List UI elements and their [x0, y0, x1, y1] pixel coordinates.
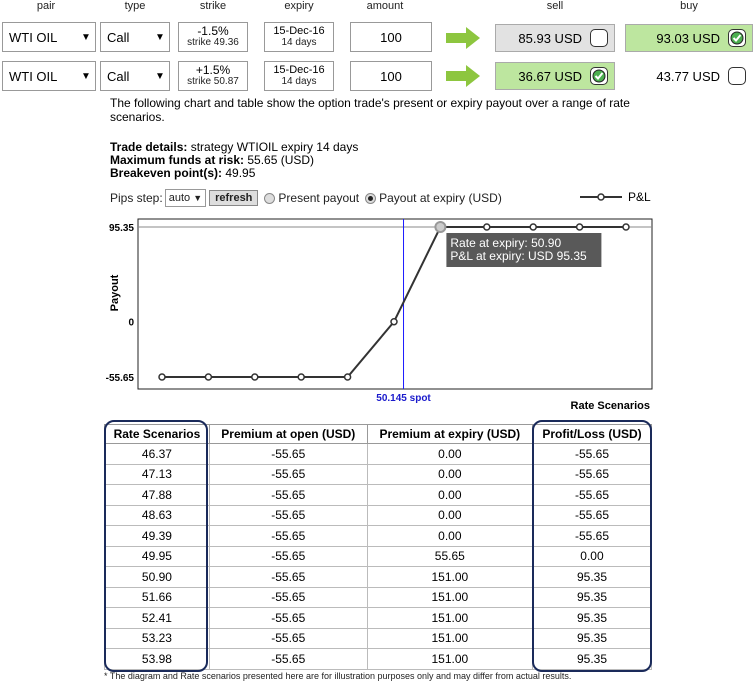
table-cell: -55.65	[209, 649, 367, 670]
expiry-cell-1[interactable]	[264, 22, 334, 52]
table-cell: 0.00	[367, 485, 532, 506]
refresh-button[interactable]: refresh	[209, 190, 258, 206]
x-axis-label: Rate Scenarios	[570, 400, 650, 412]
buy-price-label: 43.77 USD	[656, 68, 720, 84]
header-sell: sell	[546, 0, 564, 12]
data-point[interactable]	[391, 319, 397, 325]
strike-cell-1[interactable]	[178, 22, 248, 52]
y-tick-label: -55.65	[105, 373, 134, 384]
table-cell: 51.66	[105, 587, 210, 608]
pips-step-value: auto	[168, 192, 191, 204]
max-funds-label: Maximum funds at risk:	[110, 153, 245, 167]
column-header: Premium at expiry (USD)	[367, 425, 532, 444]
table-cell: 0.00	[532, 546, 651, 567]
amount-input-2[interactable]: 100	[350, 61, 432, 91]
type-label: Call	[107, 68, 130, 84]
dropdown-arrow-icon: ▼	[155, 31, 165, 43]
breakeven-value: 49.95	[222, 166, 256, 180]
table-row	[105, 485, 652, 506]
pair-select-2[interactable]	[2, 61, 96, 91]
header-expiry: expiry	[284, 0, 314, 12]
header-type: type	[124, 0, 146, 12]
data-point[interactable]	[435, 222, 445, 232]
data-point[interactable]	[577, 224, 583, 230]
sell-price-1[interactable]	[495, 24, 615, 52]
table-cell: -55.65	[209, 628, 367, 649]
unchecked-box-icon[interactable]	[590, 29, 608, 47]
dropdown-arrow-icon: ▼	[81, 31, 91, 43]
table-cell: -55.65	[209, 464, 367, 485]
table-cell: 52.41	[105, 608, 210, 629]
table-cell: 50.90	[105, 567, 210, 588]
table-cell: 49.95	[105, 546, 210, 567]
header-pair: pair	[36, 0, 56, 12]
type-select-2[interactable]	[100, 61, 170, 91]
table-row	[105, 567, 652, 588]
table-cell: 0.00	[367, 464, 532, 485]
spot-label: 50.145 spot	[376, 393, 431, 404]
pips-step-label: Pips step:	[110, 191, 163, 205]
table-cell: 151.00	[367, 649, 532, 670]
data-point[interactable]	[345, 374, 351, 380]
table-row	[105, 587, 652, 608]
table-cell: -55.65	[209, 608, 367, 629]
expiry-payout-label: Payout at expiry (USD)	[379, 191, 502, 205]
table-cell: 53.23	[105, 628, 210, 649]
trade-details	[110, 141, 358, 180]
dropdown-arrow-icon: ▼	[155, 70, 165, 82]
table-cell: 151.00	[367, 628, 532, 649]
go-arrow-icon[interactable]	[446, 65, 482, 87]
unchecked-box-icon[interactable]	[728, 67, 746, 85]
disclaimer-footnote: * The diagram and Rate scenarios presented here are for illustration purposes only and may differ from actual results.	[104, 671, 572, 681]
table-cell: 95.35	[532, 567, 651, 588]
dropdown-arrow-icon: ▼	[81, 70, 91, 82]
strike-value: strike 50.87	[187, 76, 239, 87]
expiry-date: 15-Dec-16	[273, 25, 325, 37]
breakeven-label: Breakeven point(s):	[110, 166, 223, 180]
data-point[interactable]	[159, 374, 165, 380]
table-cell: 95.35	[532, 608, 651, 629]
expiry-date: 15-Dec-16	[273, 64, 325, 76]
table-row	[105, 649, 652, 670]
table-cell: 48.63	[105, 505, 210, 526]
table-cell: -55.65	[209, 526, 367, 547]
expiry-days: 14 days	[281, 76, 317, 87]
expiry-cell-2[interactable]	[264, 61, 334, 91]
sell-price-label: 85.93 USD	[518, 30, 582, 46]
tooltip-text: Rate at expiry: 50.90	[450, 236, 562, 250]
checked-box-icon[interactable]	[590, 67, 608, 85]
table-cell: 49.39	[105, 526, 210, 547]
data-point[interactable]	[252, 374, 258, 380]
table-cell: -55.65	[532, 485, 651, 506]
chart-description: The following chart and table show the option trade's present or expiry payout over a range of rate scenarios.	[110, 96, 630, 124]
y-axis-label: Payout	[109, 274, 121, 312]
table-row	[105, 464, 652, 485]
table-cell: 0.00	[367, 444, 532, 465]
legend	[580, 190, 651, 204]
legend-label: P&L	[628, 190, 651, 204]
table-cell: -55.65	[532, 444, 651, 465]
strike-pct: +1.5%	[195, 63, 231, 77]
buy-price-label: 93.03 USD	[656, 30, 720, 46]
go-arrow-icon[interactable]	[446, 27, 482, 49]
table-row	[105, 608, 652, 629]
trade-details-label: Trade details:	[110, 140, 188, 154]
table-cell: 151.00	[367, 608, 532, 629]
buy-price-1[interactable]	[625, 24, 753, 52]
data-point[interactable]	[623, 224, 629, 230]
data-point[interactable]	[530, 224, 536, 230]
strike-pct: -1.5%	[197, 24, 229, 38]
strike-value: strike 49.36	[187, 37, 239, 48]
pair-label: WTI OIL	[9, 68, 58, 84]
table-cell: -55.65	[532, 526, 651, 547]
table-cell: 47.13	[105, 464, 210, 485]
table-cell: 46.37	[105, 444, 210, 465]
table-cell: 151.00	[367, 567, 532, 588]
header-buy: buy	[680, 0, 698, 12]
table-cell: -55.65	[209, 567, 367, 588]
y-tick-label: 95.35	[108, 223, 134, 234]
table-cell: -55.65	[209, 587, 367, 608]
table-cell: -55.65	[532, 505, 651, 526]
payoff-chart	[100, 185, 656, 415]
max-funds-value: 55.65 (USD)	[244, 153, 315, 167]
data-point[interactable]	[298, 374, 304, 380]
pair-label: WTI OIL	[9, 29, 58, 45]
present-payout-label: Present payout	[278, 191, 360, 205]
type-select-1[interactable]	[100, 22, 170, 52]
column-header: Premium at open (USD)	[209, 425, 367, 444]
tooltip-text: P&L at expiry: USD 95.35	[450, 249, 587, 263]
y-tick-label: 0	[128, 317, 134, 329]
pair-select-1[interactable]	[2, 22, 96, 52]
table-cell: 0.00	[367, 505, 532, 526]
table-row	[105, 628, 652, 649]
table-cell: -55.65	[209, 546, 367, 567]
data-point[interactable]	[205, 374, 211, 380]
expiry-days: 14 days	[281, 37, 317, 48]
table-cell: 151.00	[367, 587, 532, 608]
data-point[interactable]	[484, 224, 490, 230]
table-cell: -55.65	[209, 444, 367, 465]
rate-scenarios-table	[104, 424, 652, 670]
table-row	[105, 505, 652, 526]
table-cell: 95.35	[532, 628, 651, 649]
sell-price-2[interactable]	[495, 62, 615, 90]
header-strike: strike	[199, 0, 227, 12]
table-cell: 47.88	[105, 485, 210, 506]
table-cell: -55.65	[209, 505, 367, 526]
table-row	[105, 526, 652, 547]
table-row	[105, 444, 652, 465]
column-header: Rate Scenarios	[105, 425, 210, 444]
table-cell: 0.00	[367, 526, 532, 547]
sell-price-label: 36.67 USD	[518, 68, 582, 84]
trade-details-value: strategy WTIOIL expiry 14 days	[187, 140, 359, 154]
table-header-row	[105, 425, 652, 444]
checked-box-icon[interactable]	[728, 29, 746, 47]
table-cell: 55.65	[367, 546, 532, 567]
table-cell: -55.65	[209, 485, 367, 506]
dropdown-arrow-icon: ▼	[193, 193, 203, 203]
table-cell: 95.35	[532, 649, 651, 670]
table-cell: 53.98	[105, 649, 210, 670]
table-cell: 95.35	[532, 587, 651, 608]
type-label: Call	[107, 29, 130, 45]
column-header: Profit/Loss (USD)	[532, 425, 651, 444]
table-cell: -55.65	[532, 464, 651, 485]
table-row	[105, 546, 652, 567]
header-amount: amount	[366, 0, 404, 12]
amount-input-1[interactable]: 100	[350, 22, 432, 52]
strike-cell-2[interactable]	[178, 61, 248, 91]
legend-marker	[598, 194, 604, 200]
buy-price-2[interactable]	[625, 62, 753, 90]
